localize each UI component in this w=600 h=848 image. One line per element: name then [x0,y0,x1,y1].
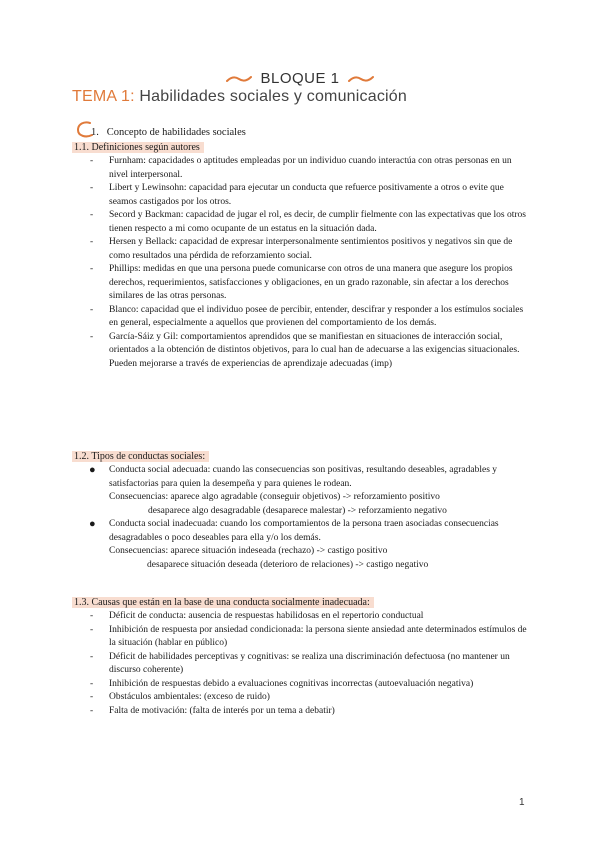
behavior-types-list [72,464,532,572]
block-title [0,70,600,87]
dot-bullet: ● [89,464,96,476]
dash-bullet: - [90,304,94,315]
dash-bullet: - [90,210,94,220]
causes-list [72,610,532,718]
definitions-list [72,155,532,371]
dash-bullet: - [90,264,94,274]
section-title [91,127,246,138]
list-item: ● Conducta social inadecuada: cuando los comportamientos de la persona traen asociadas consecuencias desagradables o poco deseables para ella y/o los demás. [89,518,499,543]
section-title-text: Concepto de habilidades sociales [106,127,246,138]
dash-bullet: - [90,651,94,662]
subsection-heading-1-3: 1.3. Causas que están en la base de una conducta socialmente inadecuada: [72,597,374,608]
section-number-text: 1. [91,127,99,138]
dash-bullet: - [90,237,94,247]
list-item: ● Conducta social adecuada: cuando las consecuencias son positivas, resultando deseables, agradables y satisfactorias para quien la desempeña y para quienes le rodean. [89,464,498,489]
list-item: - Inhibición de respuestas debido a evaluaciones cognitivas incorrectas (autoevaluación negativa) [72,678,532,692]
dash-bullet: - [90,156,94,166]
dash-bullet: - [90,611,94,621]
consequences-line: Consecuencias: aparece situación indeseada (rechazo) -> castigo positivo [109,546,388,556]
list-item: - Obstáculos ambientales: (exceso de ruido) [72,691,532,705]
list-item: - Secord y Backman: capacidad de jugar el rol, es decir, de cumplir fielmente con las expectativas que los otros tienen respecto a mi como ocupante de un estatus en la situación dada. [90,210,526,234]
consequences-line: desaparece algo desagradable (desaparece malestar) -> reforzamiento negativo [148,505,447,516]
dash-bullet: - [90,692,94,702]
list-item: - Libert y Lewinsohn: capacidad para ejecutar un conducta que refuerce positivamente a otros o evite que seamos castigados por los otros. [90,183,504,207]
dash-bullet: - [90,624,94,635]
list-item: - Phillips: medidas en que una persona puede comunicarse con otros de una manera que asegure los propios derechos, requerimientos, satisfacciones y obligaciones, en un grado razonable, sin afectar a los derechos similares de las otras personas. [90,264,513,301]
topic-name: Habilidades sociales y comunicación [134,88,407,105]
dash-bullet: - [90,678,94,689]
dash-bullet: - [90,331,94,342]
list-item: - Blanco: capacidad que el individuo posee de percibir, entender, descifrar y responder a los estímulos sociales en general, especialmente a aquellos que provienen del comportamiento de los demás. [90,304,524,328]
wave-decoration-icon [348,74,374,84]
consequences-line: desaparece situación deseada (deterioro de relaciones) -> castigo negativo [147,559,429,570]
page-number: 1 [519,797,525,808]
dash-bullet: - [90,705,94,716]
topic-title [72,88,407,106]
list-item: - García-Sáiz y Gil: comportamientos aprendidos que se manifiestan en situaciones de interacción social, orientados a la obtención de distintos objetivos, para lo cual han de adecuarse a las exigencias situacionales. Pueden mejorarse a través de experiencias de aprendizaje adecuadas (imp) [90,331,520,369]
consequences-line: Consecuencias: aparece algo agradable (conseguir objetivos) -> reforzamiento positivo [109,492,440,502]
list-item: - Hersen y Bellack: capacidad de expresar interpersonalmente sentimientos positivos y negativos sin que de como resultados una pérdida de reforzamiento social. [90,237,513,261]
subsection-heading-1-1: 1.1. Definiciones según autores [72,142,204,153]
list-item: - Inhibición de respuesta por ansiedad condicionada: la persona siente ansiedad ante determinados estímulos de la situación (hablar en público) [90,624,527,648]
topic-prefix: TEMA 1: [72,88,135,105]
block-title-text: BLOQUE 1 [260,70,340,87]
subsection-heading-1-2: 1.2. Tipos de conductas sociales: [72,451,209,462]
wave-decoration-icon [226,74,252,84]
list-item: - Déficit de habilidades perceptivas y cognitivas: se realiza una discriminación defectuosa (no mantener un discurso coherente) [90,651,510,675]
list-item: - Déficit de conducta: ausencia de respuestas habilidosas en el repertorio conductual [72,610,532,624]
dot-bullet: ● [89,518,96,530]
list-item: - Furnham: capacidades o aptitudes empleadas por un individuo cuando interactúa con otras personas en un nivel interpersonal. [90,156,512,180]
list-item: - Falta de motivación: (falta de interés por un tema a debatir) [72,705,532,719]
dash-bullet: - [90,183,94,193]
